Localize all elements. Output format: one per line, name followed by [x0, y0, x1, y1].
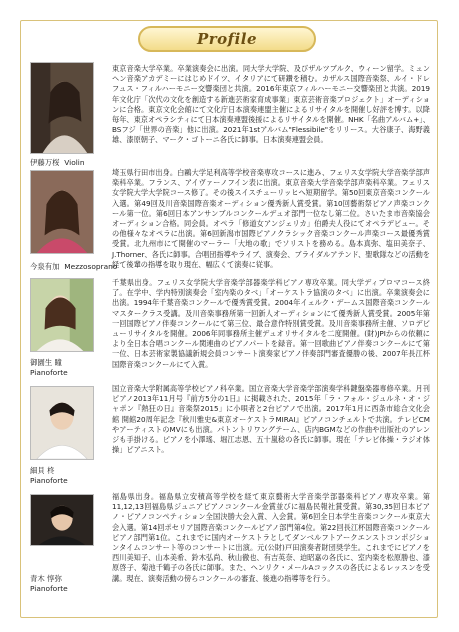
- biography-2: 埼玉県行田市出身。白鷗大学足利高等学校音楽専攻コースに進み、フェリス女学院大学音楽学部声楽科卒業。フランス、アイヴァーノフイン表に出演。東京音楽大学音楽学部声楽科卒業。フェリス女学院大学大学院コース修了。その後スイスチューリッヒへ短期留学。第50回東京音楽コンクール入選。第49回及川音楽国際音楽オーディション優秀新人賞受賞。第10回藝術祭ピアノ声楽コンクール第一位。第6回日本アンサンブルコンクールデュオ部門一位なし第二位。さいたま市音楽協会オーディション合格。同会員。オペラ「修道女アンジェリカ」伯爵夫人役にてオペラデビュー。その他様々なオペラに出演。第6回新潟市国際ピアノクラシック音楽コンクール声楽コース最優秀賞受賞。北九州市にて開催のマーラー「大地の歌」でソリストを務める。島本真弥、塩田美奈子、J.Thorner、各氏に師事。合唱団指導やライブ、演奏会、ブライダルアテンド、聖歌隊などの活動を経て後輩の指導を取り現在、幅広くて演奏に従事。: [112, 168, 430, 269]
- biography-1: 東京音楽大学卒業。卒業演奏会に出演。同大学大学院、及びザルツブルク、ウィーン留学。ミュンヘン音楽アカデミーにはじめドイツ、イタリアにて研鑽を積む。カザルス国際音楽祭、ルイ・ドレフュス・フィルハーモニー交響楽団と共演。2016年東京フィルハーモニー交響楽団と共演。2019年文化庁「次代の文化を創造する新進芸術家育成事業」東京芸術音楽プロジェクト」オーディションに合格。東京文化会館にて文化庁日本演奏連盟主催によるリサイタルを開催し好評を博す。以降毎年、東京オペラシティにて日本演奏連盟後援によるリサイタルを開催。NHK「名曲アルバム+」、BSフジ「世界の音楽」他に出演。2021年1stアルバム"Flessibile"をリリース。大谷康子、海野義雄、漆原朝子、マーク・ゴトーニ各氏に師事。日本演奏連盟会員。: [112, 64, 430, 145]
- caption-5: [30, 574, 68, 594]
- performer-role: Pianoforte: [30, 368, 68, 377]
- performer-name: 伊藤万桜: [30, 158, 60, 167]
- performer-name: 今泉有加: [30, 262, 60, 271]
- performer-name: 御園生 瞳: [30, 358, 62, 367]
- portrait-photo: [30, 278, 94, 352]
- biography-4: 国立音楽大学附属高等学校ピアノ科卒業。国立音楽大学音楽学部演奏学科鍵盤楽器専修卒業。月刊ピアノ2013年11月号『前方5分の1日』に掲載された、2015年「ラ・フォル・ジュルネ・オ・ジャポン『熱狂の日』音楽祭2015」に小唄者と2台ピアノで出演。2017年1月に西条市総合文化会館 開館20周年記念『秋川雅史&東京オーケストラMIRAI』ピアノコンチェルトで共演。テレビCMやアーティストのMVにも出演。パトントリワングテーム、店内BGMなどの作曲や出版社のアレンジも手掛ける。ピアノを小澤瑤、堀江志恩、五十嵐稔の各氏に師事。現在「テレビ体操・ラジオ体操」ピアニスト。: [112, 384, 430, 455]
- performer-name: 青木 惇弥: [30, 574, 62, 583]
- caption-4: [30, 466, 68, 486]
- portrait-photo: [30, 170, 94, 254]
- performer-role: Violin: [64, 158, 85, 167]
- profile-title-banner: [138, 26, 316, 52]
- performer-role: Mezzosoprano: [64, 262, 118, 271]
- caption-3: [30, 358, 68, 378]
- caption-2: [30, 262, 117, 272]
- performer-role: Pianoforte: [30, 476, 68, 485]
- caption-1: [30, 158, 85, 168]
- performer-role: Pianoforte: [30, 584, 68, 593]
- page-title: Profile: [196, 30, 258, 48]
- performer-name: 細貝 柊: [30, 466, 55, 475]
- portrait-photo: [30, 62, 94, 154]
- portrait-photo: [30, 494, 94, 546]
- biography-3: 千葉県出身。フェリス女学院大学音楽学部器楽学科ピアノ専攻卒業。同大学ディプロマコース終了。在学中、学内特別演奏会「室内楽のタベ」「オーケストラ協演のタベ」に出演。卒業演奏会に出演。1994年千葉音楽コンクールで優秀賞受賞。2004年イェルク・デームス国際音楽コンクールマスタークラス受講。及川音楽事務所第一回新人オーディションにて優秀新人賞受賞。2005年第一回国際ピアノ伴奏コンクールにて第三位、最合意作特別賞受賞。及川音楽事務所主催、ソロデビューリサイタルを開催。2006年同事務所主催デュオリサイタルを二度開催。(財)JPIからの依頼により全日本合唱コンクール関連曲のピアノパートを録音。第一回歌曲ピアノ伴奏コンクールにて第一位、日本芸術家製協議新規会員コンサート演奏家ピアノ伴奏部門審査優勝の後、2007年長江杯国際音楽コンクールにて入賞。: [112, 278, 430, 369]
- portrait-photo: [30, 386, 94, 460]
- biography-5: 福島県出身。福島県立安積高等学校を経て東京藝術大学音楽学部器楽科ピアノ専攻卒業。第11,12,13回福島県ジュニアピアノコンクール金賞並びに福島民報社賞受賞。第30,35回日本ピアノ・ピアノコンペティション全国決勝大会入賞、入会賞。第6回全日本学生音楽コンクール東京大会入選。第14回ポセリア国際音楽コンクールピアノ部門第4位。第22回長江杯国際音楽コンクールピアノ部門第1位。これまでに国内オーケストラとしてダンベルフトアークエンストコンポジションタイムコンサート等のコンサートに出演。元(公財)戸田演奏者財団奨学生。これまでにピアノを西川美知子、山本美希、鈴木弘尚、秋山徹也、有吉英奈、迫昭嘉の各氏に、室内楽を松原勝也、漆原啓子、菊池千鶴子の各氏に師事。また、ヘンリク・メールAコックスの各氏によるレッスンを受講。現在、演奏活動の傍らコンクールの審査、後進の指導等を行う。: [112, 492, 430, 583]
